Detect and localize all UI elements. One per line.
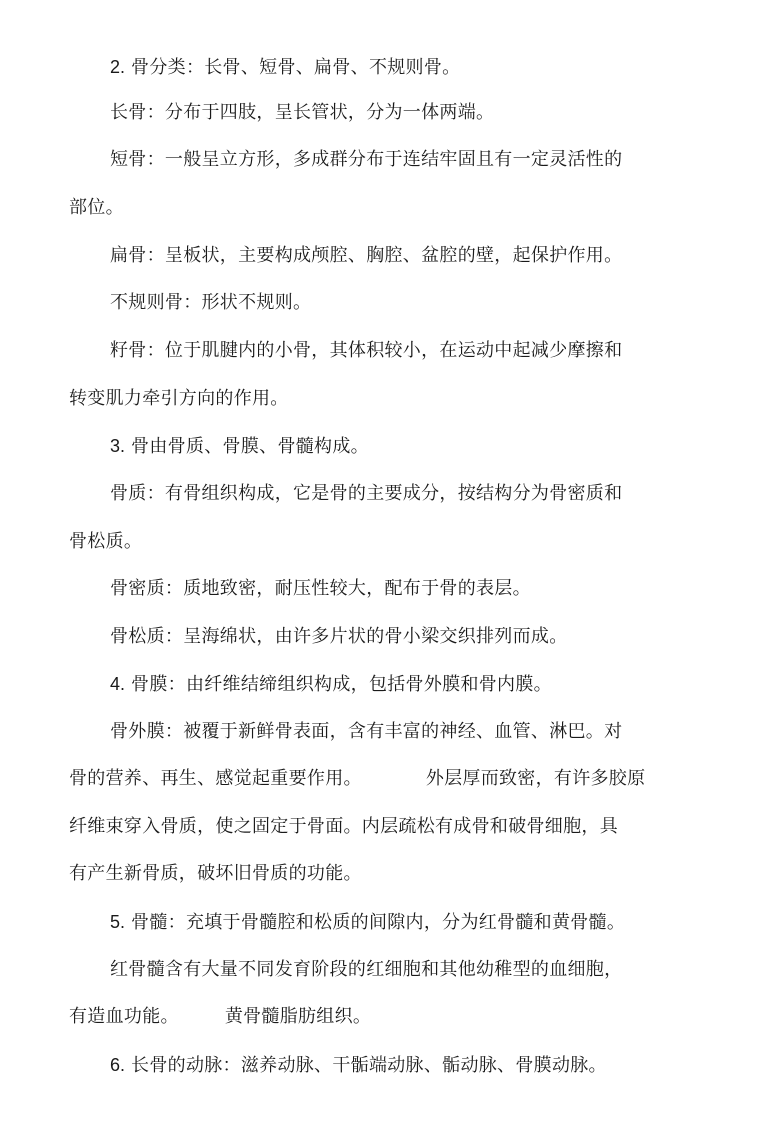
heading-number: 6. [110,1055,126,1075]
paragraph-irregular-bone: 不规则骨：形状不规则。 [110,292,312,313]
heading-long-bone-arteries [110,1053,607,1078]
heading-text: 骨膜：由纤维结缔组织构成，包括骨外膜和骨内膜。 [131,674,552,695]
heading-bone-marrow [110,910,625,935]
heading-text: 骨分类：长骨、短骨、扁骨、不规则骨。 [131,57,461,78]
paragraph-compact-bone: 骨密质：质地致密，耐压性较大，配布于骨的表层。 [110,578,531,599]
heading-number: 2. [110,57,126,77]
heading-text: 骨由骨质、骨膜、骨髓构成。 [131,436,369,457]
paragraph-red-marrow-line-1: 红骨髓含有大量不同发育阶段的红细胞和其他幼稚型的血细胞， [110,959,623,980]
text-segment: 黄骨髓脂肪组织。 [224,1006,372,1027]
heading-number: 3. [110,436,126,456]
heading-number: 5. [110,912,126,932]
paragraph-flat-bone: 扁骨：呈板状，主要构成颅腔、胸腔、盆腔的壁，起保护作用。 [110,245,623,266]
paragraph-outer-periosteum-line-1: 骨外膜：被覆于新鲜骨表面，含有丰富的神经、血管、淋巴。对 [110,721,623,742]
paragraph-bone-substance-line-1: 骨质：有骨组织构成，它是骨的主要成分，按结构分为骨密质和 [110,483,623,504]
text-segment: 骨的营养、再生、感觉起重要作用。 [69,768,362,789]
text-segment: 有造血功能。 [69,1006,179,1027]
paragraph-long-bone: 长骨：分布于四肢，呈长管状，分为一体两端。 [110,102,495,123]
paragraph-short-bone-line-2: 部位。 [69,197,124,218]
heading-number: 4. [110,674,126,694]
heading-bone-classification [110,55,460,80]
paragraph-spongy-bone: 骨松质：呈海绵状，由许多片状的骨小梁交织排列而成。 [110,626,568,647]
heading-text: 骨髓：充填于骨髓腔和松质的间隙内，分为红骨髓和黄骨髓。 [131,912,626,933]
heading-periosteum [110,672,552,697]
paragraph-red-marrow-line-2 [69,1005,371,1029]
heading-text: 长骨的动脉：滋养动脉、干骺端动脉、骺动脉、骨膜动脉。 [131,1055,607,1076]
text-segment: 外层厚而致密，有许多胶原 [425,768,646,789]
paragraph-sesamoid-line-1: 籽骨：位于肌腱内的小骨，其体积较小，在运动中起减少摩擦和 [110,340,623,361]
paragraph-bone-substance-line-2: 骨松质。 [69,531,143,552]
paragraph-outer-periosteum-line-3: 纤维束穿入骨质，使之固定于骨面。内层疏松有成骨和破骨细胞，具 [69,816,618,837]
paragraph-short-bone-line-1: 短骨：一般呈立方形，多成群分布于连结牢固且有一定灵活性的 [110,149,623,170]
heading-bone-composition [110,434,369,459]
paragraph-outer-periosteum-line-2 [69,767,645,791]
paragraph-outer-periosteum-line-4: 有产生新骨质，破坏旧骨质的功能。 [69,863,362,884]
paragraph-sesamoid-line-2: 转变肌力牵引方向的作用。 [69,388,289,409]
